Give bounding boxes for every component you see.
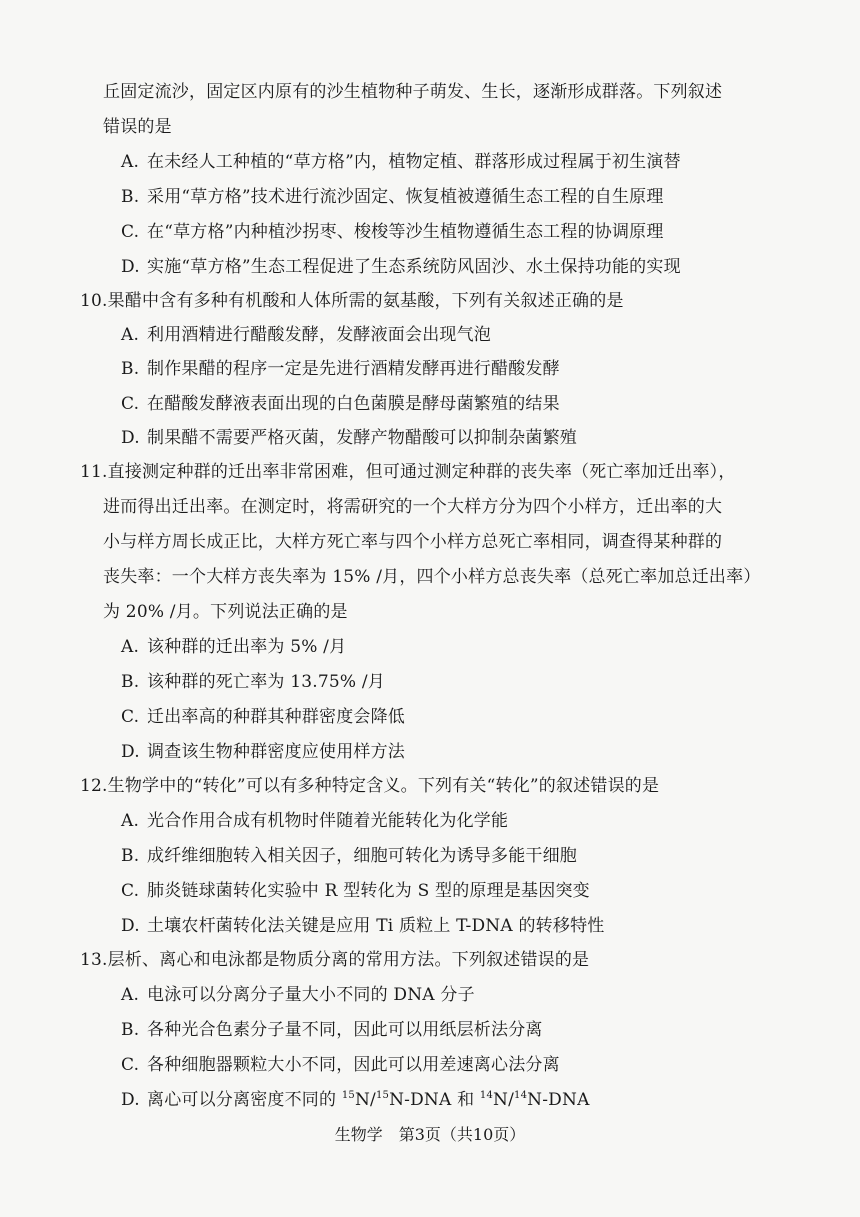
option-letter: A. <box>121 637 140 657</box>
question-12-option-c <box>121 879 590 903</box>
option-text: 各种光合色素分子量不同，因此可以用纸层析法分离 <box>147 1020 543 1040</box>
isotope-superscript: 15 <box>341 1090 355 1101</box>
option-letter: C. <box>121 707 140 727</box>
question-11-stem-line: 丧失率：一个大样方丧失率为 15% /月，四个小样方总丧失率（总死亡率加总迁出率） <box>103 567 761 587</box>
question-11-option-d <box>121 740 405 764</box>
option-text: N-DNA <box>527 1090 590 1110</box>
question-13-option-b <box>121 1018 543 1042</box>
question-13-option-d <box>121 1088 590 1112</box>
question-10-option-a <box>121 323 491 347</box>
question-9-option-d <box>121 255 681 279</box>
question-stem-text: 果醋中含有多种有机酸和人体所需的氨基酸，下列有关叙述正确的是 <box>107 291 624 311</box>
question-9-stem-line: 错误的是 <box>103 117 172 137</box>
option-letter: C. <box>121 1055 140 1075</box>
option-text: 在未经人工种植的“草方格”内，植物定植、群落形成过程属于初生演替 <box>147 152 681 172</box>
question-number: 13. <box>80 950 108 970</box>
question-11-stem <box>80 460 736 484</box>
question-13-option-c <box>121 1053 560 1077</box>
option-text: 在“草方格”内种植沙拐枣、梭梭等沙生植物遵循生态工程的协调原理 <box>147 222 664 242</box>
question-13-stem <box>80 948 589 972</box>
question-number: 10. <box>80 291 108 311</box>
option-letter: C. <box>121 881 140 901</box>
option-text: 土壤农杆菌转化法关键是应用 Ti 质粒上 T-DNA 的转移特性 <box>147 916 605 936</box>
question-12-option-a <box>121 809 508 833</box>
option-letter: D. <box>121 742 140 762</box>
option-text: 迁出率高的种群其种群密度会降低 <box>147 707 405 727</box>
option-letter: A. <box>121 811 140 831</box>
option-letter: A. <box>121 985 140 1005</box>
question-13-option-a <box>121 983 475 1007</box>
option-letter: B. <box>121 187 140 207</box>
option-text: N/ <box>493 1090 515 1110</box>
question-12-option-b <box>121 844 577 868</box>
option-text: 肺炎链球菌转化实验中 R 型转化为 S 型的原理是基因突变 <box>147 881 590 901</box>
question-11-stem-line: 小与样方周长成正比，大样方死亡率与四个小样方总死亡率相同，调查得某种群的 <box>103 532 723 552</box>
option-text: 该种群的迁出率为 5% /月 <box>147 637 347 657</box>
question-11-stem-line: 进而得出迁出率。在测定时，将需研究的一个大样方分为四个小样方，迁出率的大 <box>103 497 723 517</box>
question-11-stem-line: 为 20% /月。下列说法正确的是 <box>103 602 348 622</box>
option-letter: B. <box>121 1020 140 1040</box>
isotope-superscript: 14 <box>479 1090 494 1101</box>
option-letter: B. <box>121 359 140 379</box>
option-text: 在醋酸发酵液表面出现的白色菌膜是酵母菌繁殖的结果 <box>147 394 560 414</box>
question-9-stem-line: 丘固定流沙，固定区内原有的沙生植物种子萌发、生长，逐渐形成群落。下列叙述 <box>103 82 723 102</box>
question-10-option-c <box>121 392 560 416</box>
question-9-option-a <box>121 150 681 174</box>
option-letter: C. <box>121 222 140 242</box>
option-text: 成纤维细胞转入相关因子，细胞可转化为诱导多能干细胞 <box>147 846 577 866</box>
option-text: 制作果醋的程序一定是先进行酒精发酵再进行醋酸发酵 <box>147 359 560 379</box>
option-text: 采用“草方格”技术进行流沙固定、恢复植被遵循生态工程的自生原理 <box>147 187 664 207</box>
question-stem-text: 生物学中的“转化”可以有多种特定含义。下列有关“转化”的叙述错误的是 <box>107 776 660 796</box>
option-text: 该种群的死亡率为 13.75% /月 <box>147 672 385 692</box>
option-letter: B. <box>121 846 140 866</box>
question-9-option-c <box>121 220 664 244</box>
question-11-option-c <box>121 705 405 729</box>
option-letter: A. <box>121 325 140 345</box>
option-text: N/ <box>354 1090 376 1110</box>
question-stem-text: 层析、离心和电泳都是物质分离的常用方法。下列叙述错误的是 <box>107 950 590 970</box>
question-10-option-d <box>121 426 577 450</box>
option-letter: C. <box>121 394 140 414</box>
question-11-option-a <box>121 635 346 659</box>
question-9-option-b <box>121 185 664 209</box>
option-letter: D. <box>121 916 140 936</box>
option-text: 利用酒精进行醋酸发酵，发酵液面会出现气泡 <box>147 325 491 345</box>
question-12-stem <box>80 774 659 798</box>
isotope-superscript: 14 <box>514 1090 528 1101</box>
isotope-superscript: 15 <box>375 1090 390 1101</box>
option-letter: D. <box>121 257 140 277</box>
option-text: 制果醋不需要严格灭菌，发酵产物醋酸可以抑制杂菌繁殖 <box>147 428 577 448</box>
option-letter: A. <box>121 152 140 172</box>
option-text: N-DNA 和 <box>389 1090 480 1110</box>
option-text: 离心可以分离密度不同的 <box>147 1090 342 1110</box>
option-text: 电泳可以分离分子量大小不同的 DNA 分子 <box>147 985 475 1005</box>
option-letter: B. <box>121 672 140 692</box>
option-text: 实施“草方格”生态工程促进了生态系统防风固沙、水土保持功能的实现 <box>147 257 681 277</box>
option-text: 光合作用合成有机物时伴随着光能转化为化学能 <box>147 811 509 831</box>
option-text: 调查该生物种群密度应使用样方法 <box>147 742 405 762</box>
question-10-option-b <box>121 357 560 381</box>
page-footer: 生物学 第3页（共10页） <box>334 1125 526 1144</box>
option-text: 各种细胞器颗粒大小不同，因此可以用差速离心法分离 <box>147 1055 560 1075</box>
question-number: 12. <box>80 776 108 796</box>
question-stem-text: 直接测定种群的迁出率非常困难，但可通过测定种群的丧失率（死亡率加迁出率）， <box>107 462 736 482</box>
question-10-stem <box>80 289 624 313</box>
option-letter: D. <box>121 1090 140 1110</box>
question-number: 11. <box>80 462 108 482</box>
question-11-option-b <box>121 670 385 694</box>
question-12-option-d <box>121 914 604 938</box>
option-letter: D. <box>121 428 140 448</box>
